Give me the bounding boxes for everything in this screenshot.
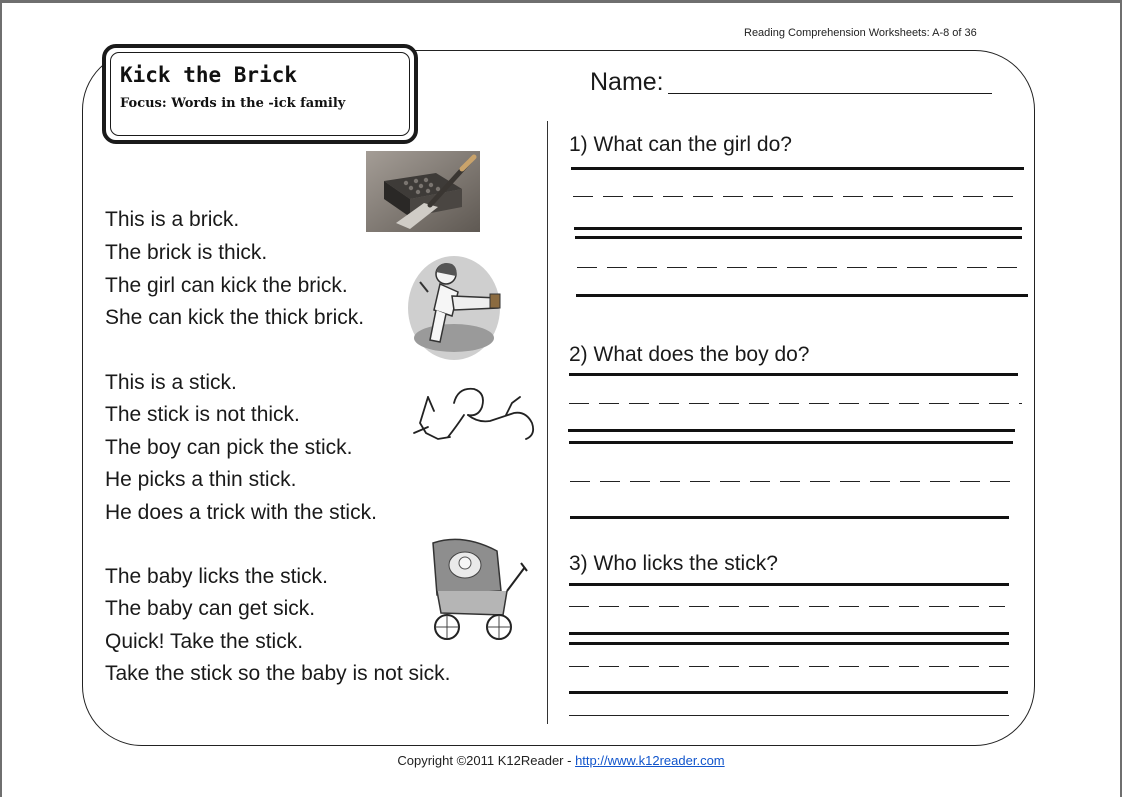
story-line: The baby licks the stick. (105, 565, 328, 588)
answer-line-base[interactable] (569, 691, 1008, 694)
copyright-text: Copyright ©2011 K12Reader - (397, 753, 576, 768)
story-line: The baby can get sick. (105, 597, 316, 620)
title-box (102, 44, 418, 144)
answer-line-dashed[interactable] (577, 267, 1022, 268)
story-line: The stick is not thick. (105, 403, 300, 426)
name-input-line[interactable] (668, 93, 992, 94)
answer-line-base[interactable] (574, 227, 1022, 230)
answer-line-dashed[interactable] (569, 403, 1022, 404)
question-3: 3) Who licks the stick? (569, 552, 778, 575)
answer-line-top[interactable] (575, 236, 1022, 239)
worksheet-meta: Reading Comprehension Worksheets: A-8 of 36 (744, 27, 977, 39)
brick-and-trowel-icon (366, 151, 480, 232)
column-divider (547, 121, 548, 724)
answer-line-dashed[interactable] (570, 481, 1010, 482)
answer-line-base[interactable] (569, 632, 1009, 635)
story-line: The boy can pick the stick. (105, 436, 353, 459)
answer-line-top[interactable] (569, 441, 1013, 444)
k12reader-link[interactable]: http://www.k12reader.com (575, 753, 725, 768)
name-label: Name: (590, 68, 664, 96)
story-line: Quick! Take the stick. (105, 630, 304, 653)
footer (0, 753, 1122, 768)
answer-line-dashed[interactable] (569, 666, 1009, 667)
answer-line-top[interactable] (569, 642, 1009, 645)
story-line: The brick is thick. (105, 241, 268, 264)
worksheet-title: Kick the Brick (120, 63, 298, 87)
story-line: He does a trick with the stick. (105, 501, 377, 524)
story-line: Take the stick so the baby is not sick. (105, 662, 451, 685)
story-line: She can kick the thick brick. (105, 306, 365, 329)
question-1: 1) What can the girl do? (569, 133, 792, 156)
top-border (0, 0, 1122, 3)
answer-line-top[interactable] (569, 373, 1018, 376)
story-line: The girl can kick the brick. (105, 274, 348, 297)
story-line: He picks a thin stick. (105, 468, 297, 491)
answer-line-base[interactable] (568, 429, 1015, 432)
answer-line-bottom[interactable] (569, 715, 1009, 716)
story-line: This is a brick. (105, 208, 240, 231)
answer-line-base[interactable] (576, 294, 1028, 297)
answer-line-dashed[interactable] (569, 606, 1005, 607)
baby-stroller-icon (423, 533, 529, 643)
question-2: 2) What does the boy do? (569, 343, 810, 366)
story-line: This is a stick. (105, 371, 237, 394)
worksheet-focus: Focus: Words in the -ick family (120, 96, 346, 111)
answer-line-base[interactable] (570, 516, 1009, 519)
boy-with-stick-icon (408, 383, 538, 445)
left-border (0, 0, 2, 797)
answer-line-dashed[interactable] (573, 196, 1022, 197)
answer-line-top[interactable] (569, 583, 1009, 586)
answer-line-top[interactable] (571, 167, 1024, 170)
girl-kicking-icon (406, 252, 504, 360)
